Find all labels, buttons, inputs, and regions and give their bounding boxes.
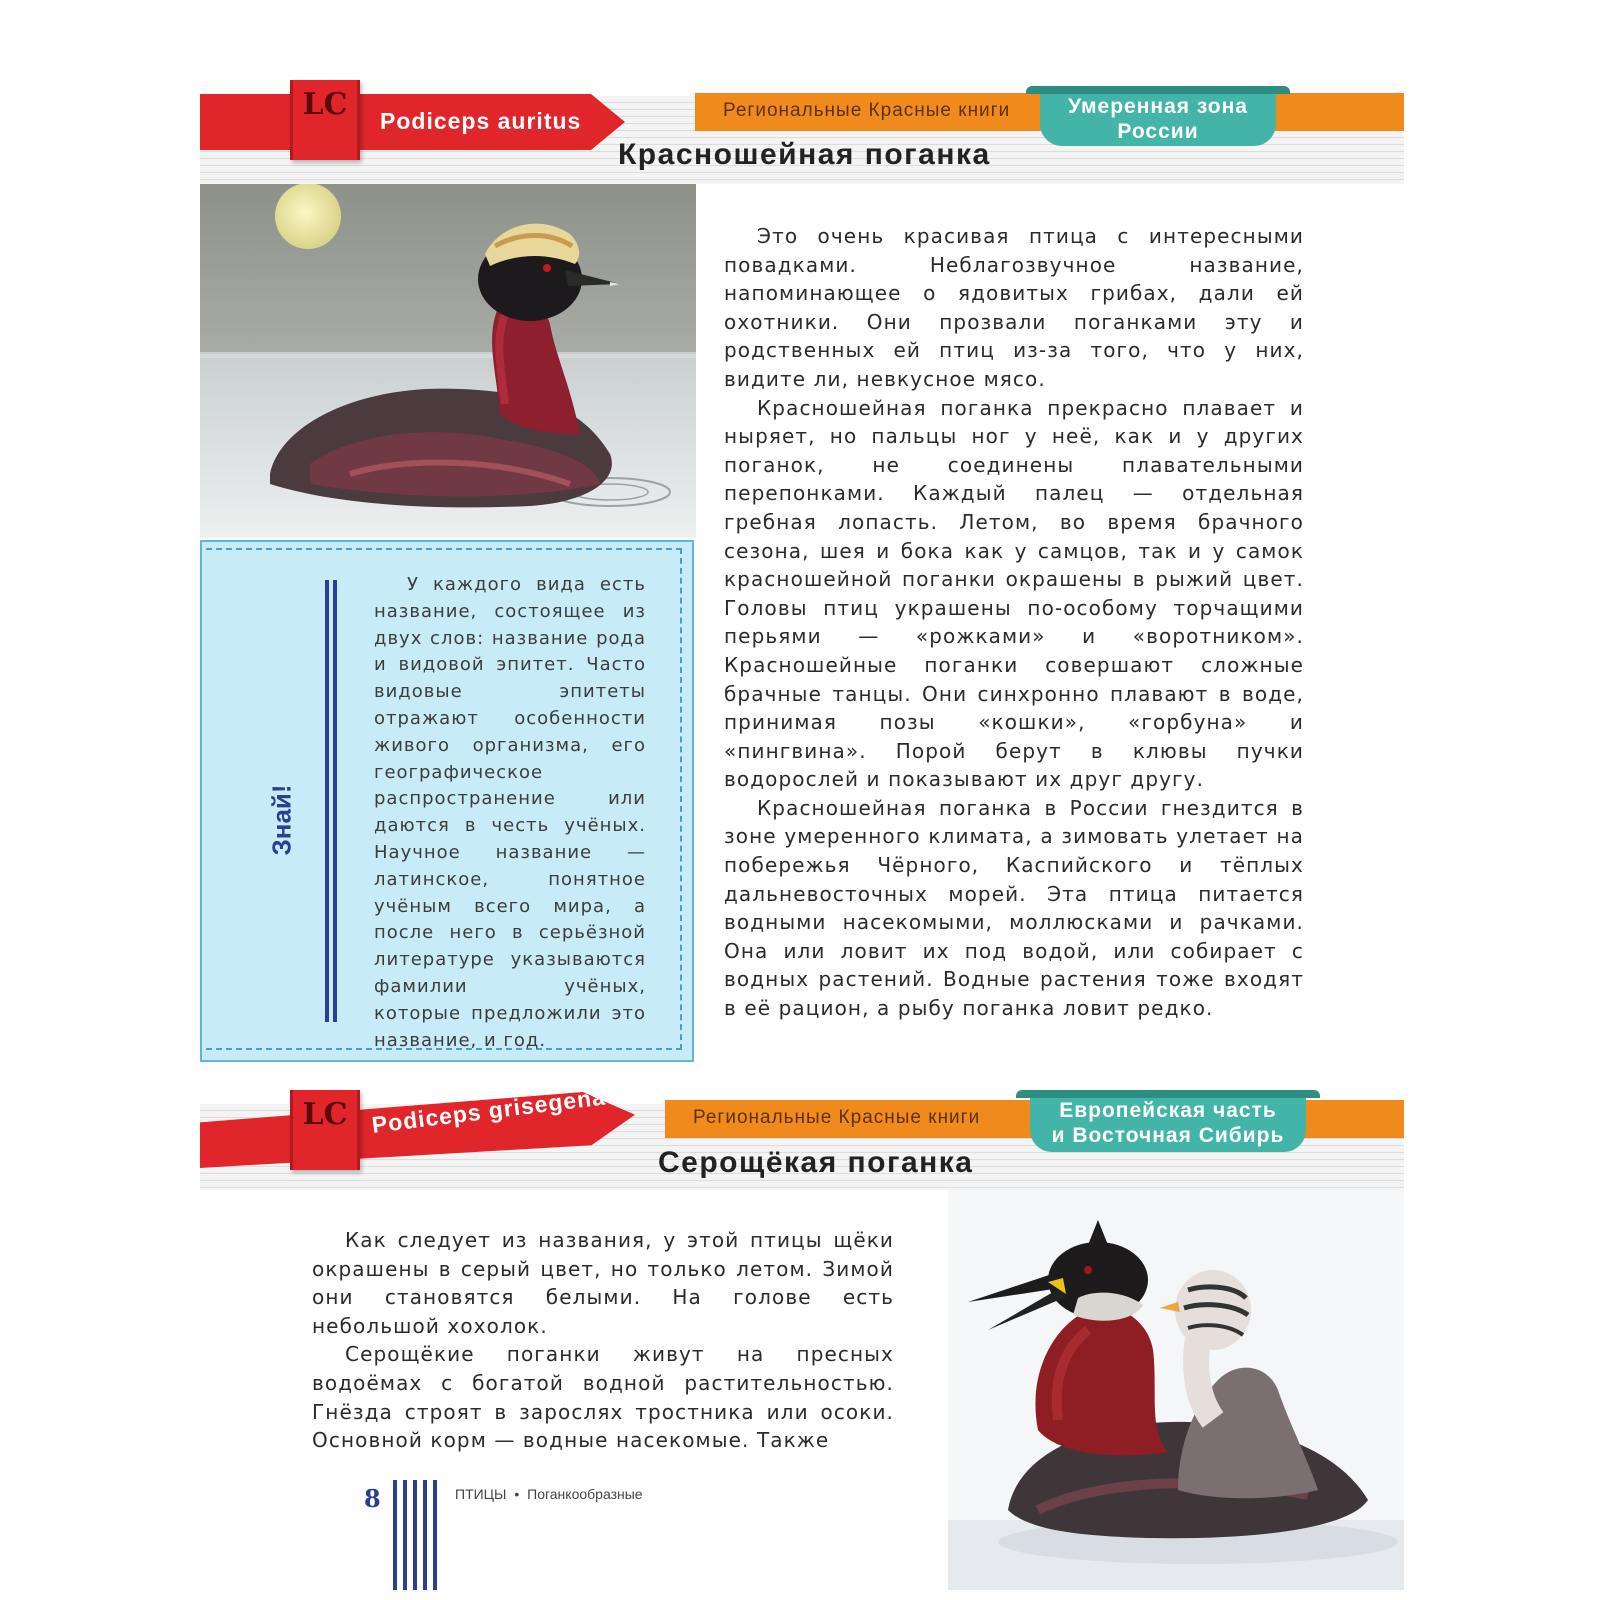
paragraph-1-2: Красношейная поганка прекрасно плавает и ныряет, но пальцы ног у неё, как и у других поганок, не соединены плавательными перепонками. Каждый палец — отдельная гребная лопасть. Летом, во время брачного сезона, шея и бока как у самцов, так и у самок красношейной поганки окрашены в рыжий цвет. Головы птиц украшены по-особому торчащими перьями — «рожками» и «воротником». Красношейные поганки совершают сложные брачные танцы. Они синхронно плавают в воде, принимая позы «кошки», «горбуна» и «пингвина». Порой берут в клювы пучки водорослей и показывают их друг другу. — [724, 395, 1304, 792]
paragraph-2-1: Как следует из названия, у этой птицы щёки окрашены в серый цвет, но только летом. Зимой они становятся белыми. На голове есть небольшой хохолок. — [312, 1228, 894, 1338]
footer-separator: • — [514, 1486, 520, 1502]
footer-category: ПТИЦЫ — [455, 1486, 507, 1502]
species-description-1 — [724, 222, 1304, 1023]
paragraph-1-1: Это очень красивая птица с интересными повадками. Неблагозвучное название, напоминающее о ядовитых грибах, дали ей охотники. Они прозвали поганками эту и родственных ей птиц из-за того, что у них, видите ли, невкусное мясо. — [724, 224, 1304, 391]
red-books-label-1: Региональные Красные книги — [723, 100, 1011, 121]
info-paragraph: У каждого вида есть название, состоящее из двух слов: название рода и видовой эпитет. Часто видовые эпитеты отражают особенности живого организма, его географическое распространение или даются в честь учёных. Научное название — латинское, понятное учёным всего мира, а после него в серьёзной литературе указываются фамилии учёных, которые предложили это название, и год. — [374, 574, 646, 1051]
status-badge-2: LC — [290, 1090, 360, 1170]
latin-name-1: Podiceps auritus — [380, 108, 582, 134]
horned-grebe-illustration — [200, 184, 696, 538]
species-title-2: Серощёкая поганка — [658, 1146, 974, 1179]
red-necked-grebe-illustration — [948, 1190, 1404, 1590]
info-text — [374, 572, 646, 1054]
zone-tab-2 — [1030, 1090, 1306, 1152]
zone-tab-1 — [1040, 86, 1276, 146]
zone-line1-2: Европейская часть — [1059, 1099, 1277, 1122]
page-number: 8 — [364, 1484, 381, 1513]
zone-line1-1: Умеренная зона — [1068, 95, 1248, 118]
info-rule-right — [333, 580, 337, 1022]
know-label: Знай! — [266, 784, 297, 856]
paragraph-2-2: Серощёкие поганки живут на пресных водоёмах с богатой водной растительностью. Гнёзда строят в зарослях тростника или осоки. Основной корм — водные насекомые. Также — [312, 1342, 894, 1453]
red-books-label-2: Региональные Красные книги — [693, 1107, 981, 1128]
paragraph-1-3: Красношейная поганка в России гнездится в зоне умеренного климата, а зимовать улетает на побережья Чёрного, Каспийского и тёплых дальневосточных морей. Эта птица питается водными насекомыми, моллюсками и рачками. Она или ловит их под водой, или собирает с водных растений. Водные растения тоже входят в её рацион, а рыбу поганка ловит редко. — [724, 795, 1304, 1021]
species-description-2 — [312, 1226, 894, 1455]
footer-order: Поганкообразные — [527, 1486, 643, 1502]
zone-line2-1: России — [1117, 120, 1199, 143]
species-title-1: Красношейная поганка — [618, 138, 991, 171]
info-rule-left — [325, 580, 329, 1022]
status-badge-1: LC — [290, 80, 360, 160]
latin-name-2: Podiceps grisegena — [370, 1083, 608, 1138]
zone-line2-2: и Восточная Сибирь — [1051, 1124, 1285, 1147]
footer-breadcrumb — [455, 1486, 643, 1502]
